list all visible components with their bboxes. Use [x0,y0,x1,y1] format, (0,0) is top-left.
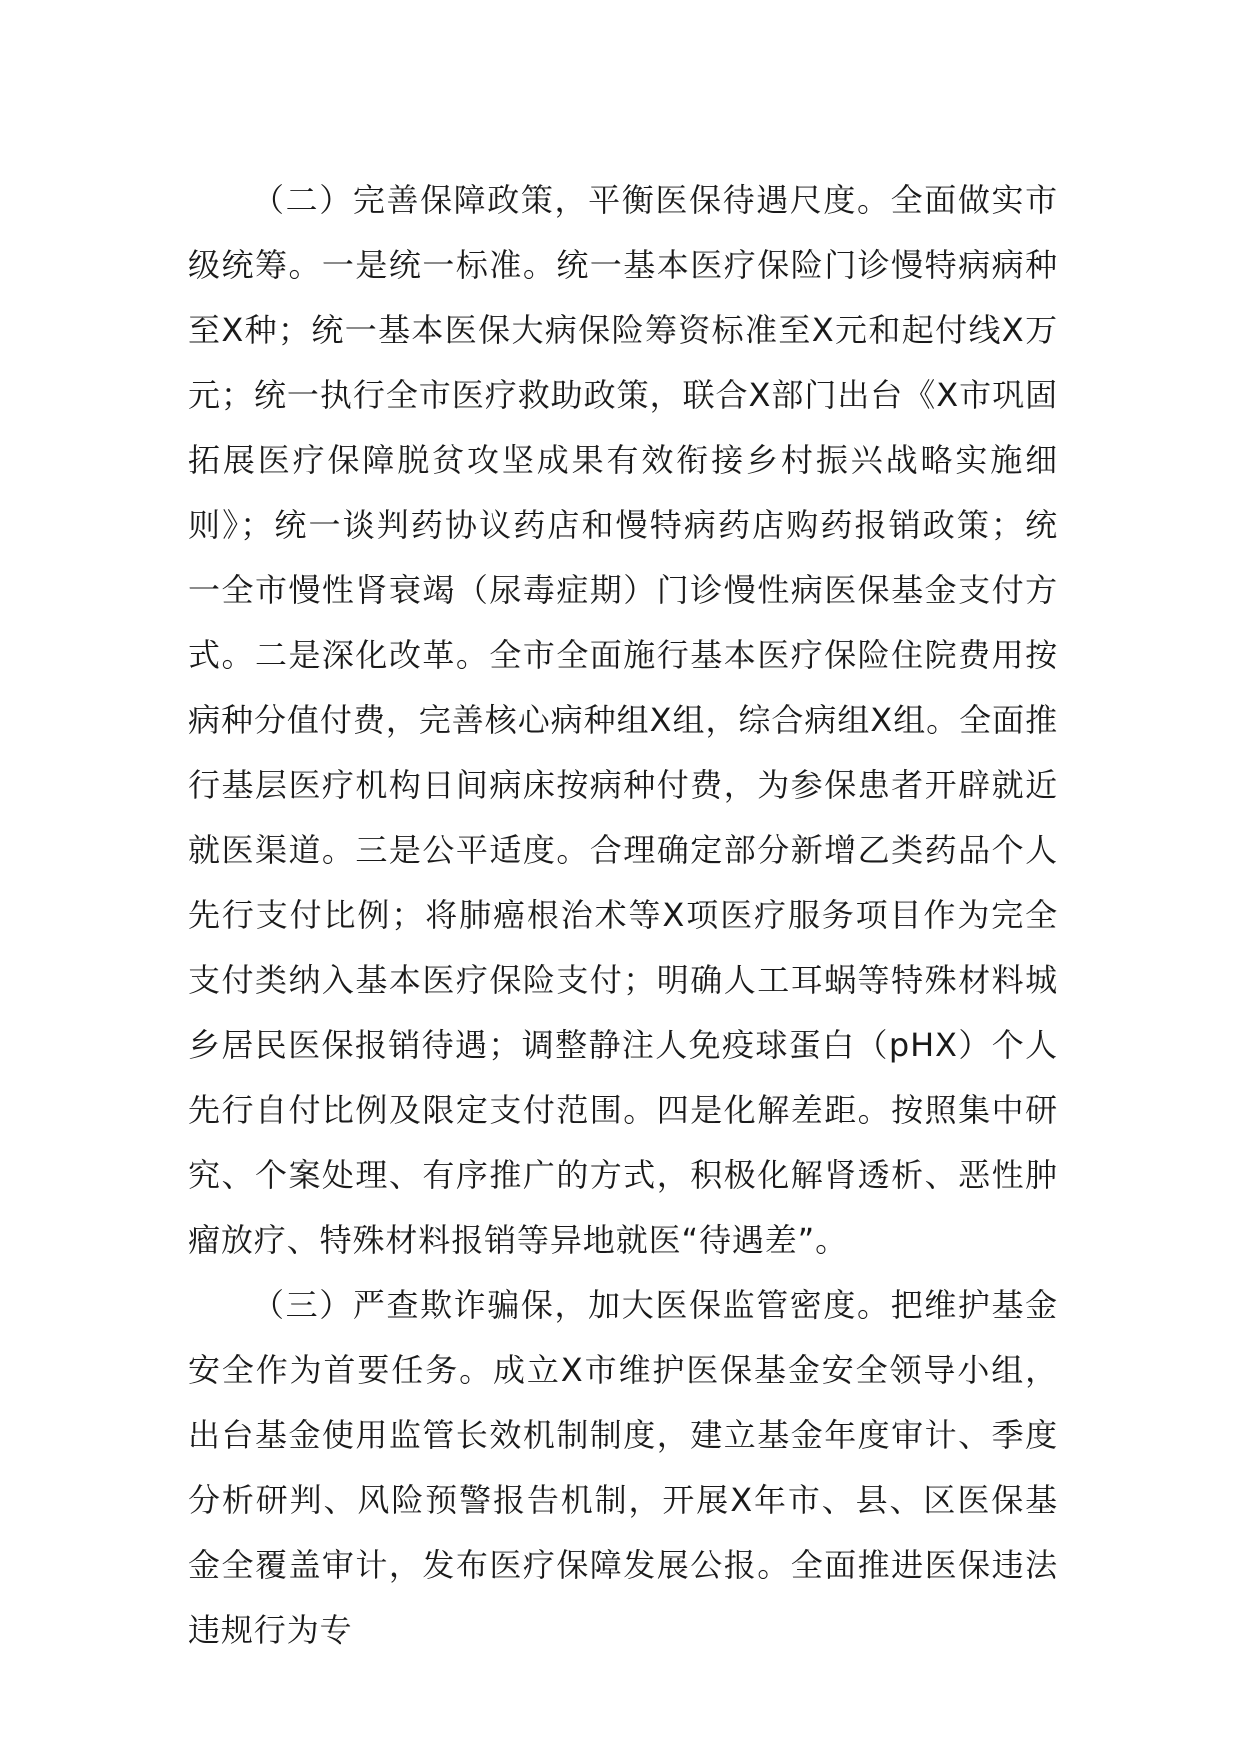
document-body [188,168,1058,1663]
paragraph-three: （三）严查欺诈骗保，加大医保监管密度。把维护基金安全作为首要任务。成立X市维护医保基金安全领导小组，出台基金使用监管长效机制制度，建立基金年度审计、季度分析研判、风险预警报告机制，开展X年市、县、区医保基金全覆盖审计，发布医疗保障发展公报。全面推进医保违法违规行为专 [188,1286,1058,1649]
paragraph-two: （二）完善保障政策，平衡医保待遇尺度。全面做实市级统筹。一是统一标准。统一基本医疗保险门诊慢特病病种至X种；统一基本医保大病保险筹资标准至X元和起付线X万元；统一执行全市医疗救助政策，联合X部门出台《X市巩固拓展医疗保障脱贫攻坚成果有效衔接乡村振兴战略实施细则》；统一谈判药协议药店和慢特病药店购药报销政策；统一全市慢性肾衰竭（尿毒症期）门诊慢性病医保基金支付方式。二是深化改革。全市全面施行基本医疗保险住院费用按病种分值付费，完善核心病种组X组，综合病组X组。全面推行基层医疗机构日间病床按病种付费，为参保患者开辟就近就医渠道。三是公平适度。合理确定部分新增乙类药品个人先行支付比例；将肺癌根治术等X项医疗服务项目作为完全支付类纳入基本医疗保险支付；明确人工耳蜗等特殊材料城乡居民医保报销待遇；调整静注人免疫球蛋白（pHX）个人先行自付比例及限定支付范围。四是化解差距。按照集中研究、个案处理、有序推广的方式，积极化解肾透析、恶性肿瘤放疗、特殊材料报销等异地就医“待遇差”。 [188,181,1058,1259]
